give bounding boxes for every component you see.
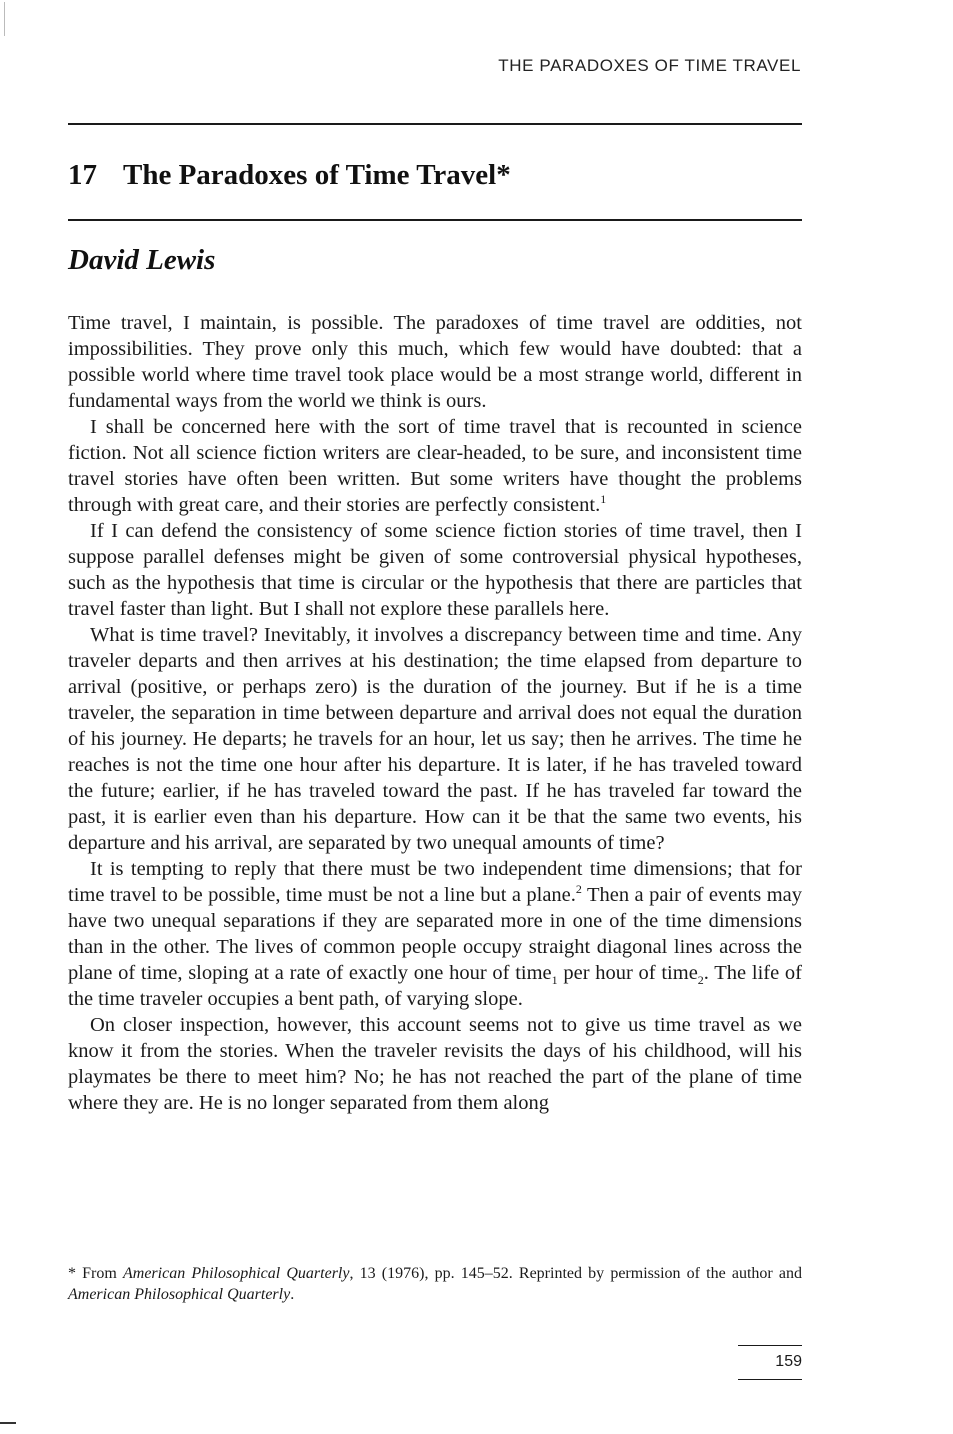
paragraph xyxy=(68,622,802,856)
paragraph xyxy=(68,856,802,1012)
footnote-ref: 2 xyxy=(575,882,582,897)
chapter-number: 17 xyxy=(68,159,97,191)
paragraph-text: Then a pair of events may have two unequal separations if they are separated more in one of the time dimensions than in the other. The lives of common people occupy straight diagonal lines across the plane of time, sloping at a rate of exactly one hour of time xyxy=(68,884,802,984)
page-number-box xyxy=(738,1345,802,1380)
footnote-text: , 13 (1976), pp. 145–52. Reprinted by permission of the author and xyxy=(349,1265,803,1282)
page-number: 159 xyxy=(775,1353,802,1370)
body-text xyxy=(68,310,802,1116)
scan-edge-mark xyxy=(0,1422,16,1424)
author-name: David Lewis xyxy=(68,244,216,276)
page-number-rule xyxy=(738,1379,802,1380)
footnote-ref: 1 xyxy=(600,492,607,507)
paragraph xyxy=(68,414,802,518)
running-head: THE PARADOXES OF TIME TRAVEL xyxy=(498,56,801,75)
paragraph-text: I shall be concerned here with the sort of time travel that is recounted in science fiction. Not all science fiction writers are clear-headed, to be sure, and inconsistent time travel stories have often been written. But some writers have thought the problems through with great care, and their stories are perfectly consistent. xyxy=(68,416,802,516)
heading-rule xyxy=(68,219,802,221)
paragraph-text: What is time travel? Inevitably, it involves a discrepancy between time and time. Any traveler departs and then arrives at his destination; the time elapsed from departure to arrival (positive, or perhaps zero) is the duration of the journey. But if he is a time traveler, the separation in time between departure and arrival does not equal the duration of his journey. He departs; he travels for an hour, let us say; then he arrives. The time he reaches is not the time one hour after his departure. It is later, if he has traveled toward the future; earlier, if he has traveled toward the past. If he has traveled far toward the past, it is earlier even than his departure. How can it be that the same two events, his departure and his arrival, are separated by two unequal amounts of time? xyxy=(68,624,802,854)
paragraph-text: On closer inspection, however, this account seems not to give us time travel as we know it from the stories. When the traveler revisits the days of his childhood, will his playmates be there to meet him? No; he has not reached the part of the plane of time where they are. He is no longer separated from them along xyxy=(68,1014,802,1114)
paragraph-text: per hour of time xyxy=(557,962,698,984)
top-rule xyxy=(68,123,802,125)
scan-edge-mark xyxy=(4,2,5,36)
paragraph-text: Time travel, I maintain, is possible. The paradoxes of time travel are oddities, not impossibilities. They prove only this much, which few would have doubted: that a possible world where time travel took place would be a most strange world, different in fundamental ways from the world we think is ours. xyxy=(68,312,802,412)
paragraph-text: If I can defend the consistency of some science fiction stories of time travel, then I suppose parallel defenses might be given of some controversial physical hypotheses, such as the hypothesis that time is circular or the hypothesis that there are particles that travel faster than light. But I shall not explore these parallels here. xyxy=(68,520,802,620)
paragraph xyxy=(68,518,802,622)
subscript: 1 xyxy=(551,973,558,988)
journal-title: American Philosophical Quarterly xyxy=(122,1265,350,1282)
chapter-title: The Paradoxes of Time Travel* xyxy=(123,159,511,191)
paragraph xyxy=(68,1012,802,1116)
paragraph-text: . The life of the time traveler occupies a bent path, of varying slope. xyxy=(68,962,802,1010)
paragraph-text: It is tempting to reply that there must be two independent time dimensions; that for time travel to be possible, time must be not a line but a plane. xyxy=(68,858,802,906)
journal-title: American Philosophical Quarterly xyxy=(68,1286,291,1303)
subscript: 2 xyxy=(697,973,704,988)
paragraph xyxy=(68,310,802,414)
footnote-text: . xyxy=(290,1286,295,1303)
chapter-heading xyxy=(68,159,511,192)
footnote xyxy=(68,1263,802,1305)
footnote-text: * From xyxy=(68,1265,123,1282)
